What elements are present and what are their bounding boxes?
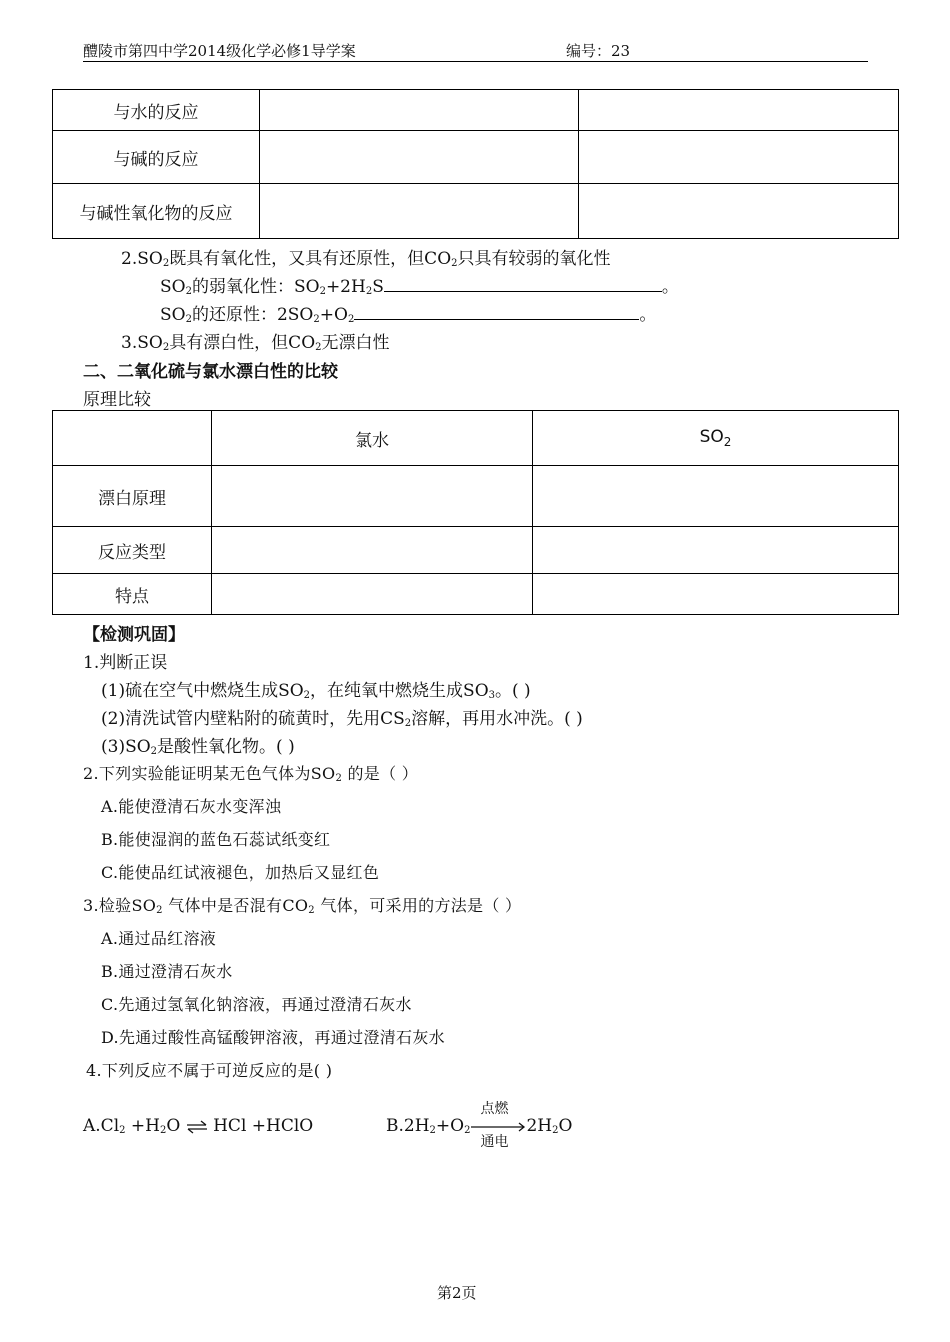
table-cell bbox=[212, 574, 533, 615]
oxidizing-equation: $SO_2$的弱氧化性：$SO_2+2H_2S$ 。 bbox=[160, 277, 679, 297]
table-cell bbox=[579, 90, 899, 131]
question-1-item-1: (1)硫在空气中燃烧生成$SO_2$，在纯氧中燃烧生成$SO_3$。( ) bbox=[101, 681, 531, 701]
table-cell bbox=[533, 527, 899, 574]
property-line-2: $2.SO_2$既具有氧化性，又具有还原性，但$CO_2$只具有较弱的氧化性 bbox=[121, 249, 611, 269]
row-label: 与水的反应 bbox=[53, 90, 260, 131]
col-header-so2: $SO_2$ bbox=[533, 411, 899, 466]
table-cell bbox=[579, 131, 899, 184]
question-2-option-c: C.能使品红试液褪色，加热后又显红色 bbox=[101, 863, 380, 882]
question-2-option-a: A.能使澄清石灰水变浑浊 bbox=[101, 797, 282, 816]
reaction-condition-arrow bbox=[470, 1100, 526, 1150]
header-number: 编号：23 bbox=[566, 42, 631, 60]
row-label: 与碱性氧化物的反应 bbox=[53, 184, 260, 239]
page-number: 第2页 bbox=[437, 1284, 477, 1302]
arrow-condition-top: 点燃 bbox=[480, 1100, 509, 1117]
question-4-option-b: $B.2H_2+O_2$ 点燃 通电 $2H_2O$ bbox=[386, 1116, 572, 1137]
row-label: 反应类型 bbox=[53, 527, 212, 574]
question-1-item-2: (2)清洗试管内壁粘附的硫黄时，先用$CS_2$溶解，再用水冲洗。( ) bbox=[101, 709, 583, 729]
question-3: 3.检验$SO_2$ 气体中是否混有$CO_2$ 气体，可采用的方法是（ ） bbox=[83, 896, 522, 916]
question-4-option-a: $A.Cl_2 +H_2O$ HCl +HClO bbox=[83, 1116, 314, 1136]
reversible-arrow-icon bbox=[186, 1120, 208, 1134]
table-cell bbox=[212, 527, 533, 574]
arrow-condition-bottom: 通电 bbox=[480, 1133, 509, 1150]
table-cell bbox=[53, 411, 212, 466]
question-2: 2.下列实验能证明某无色气体为$SO_2$ 的是（ ） bbox=[83, 764, 419, 784]
row-label: 漂白原理 bbox=[53, 466, 212, 527]
quiz-title: 【检测巩固】 bbox=[83, 625, 185, 645]
property-line-3: $3.SO_2$具有漂白性，但$CO_2$无漂白性 bbox=[121, 333, 390, 353]
col-header-chlorine: 氯水 bbox=[212, 411, 533, 466]
answer-blank[interactable] bbox=[384, 277, 662, 292]
question-3-option-c: C.先通过氢氧化钠溶液，再通过澄清石灰水 bbox=[101, 995, 412, 1014]
question-2-option-b: B.能使湿润的蓝色石蕊试纸变红 bbox=[101, 830, 331, 849]
table-cell bbox=[260, 131, 579, 184]
table-cell bbox=[212, 466, 533, 527]
row-label: 特点 bbox=[53, 574, 212, 615]
table-cell bbox=[533, 466, 899, 527]
table-cell bbox=[579, 184, 899, 239]
question-3-option-b: B.通过澄清石灰水 bbox=[101, 962, 233, 981]
row-label: 与碱的反应 bbox=[53, 131, 260, 184]
reaction-table bbox=[52, 89, 899, 239]
table-cell bbox=[260, 184, 579, 239]
table-cell bbox=[260, 90, 579, 131]
header-rule bbox=[83, 61, 868, 62]
question-1: 1.判断正误 bbox=[83, 653, 168, 673]
section-title: 二、二氧化硫与氯水漂白性的比较 bbox=[83, 362, 338, 382]
header-title: 醴陵市第四中学2014级化学必修1导学案 bbox=[83, 42, 356, 60]
table-cell bbox=[533, 574, 899, 615]
question-3-option-d: D.先通过酸性高锰酸钾溶液，再通过澄清石灰水 bbox=[101, 1028, 445, 1047]
section-subtitle: 原理比较 bbox=[83, 390, 151, 410]
bleaching-table bbox=[52, 410, 899, 615]
answer-blank[interactable] bbox=[354, 305, 639, 320]
reducing-equation: $SO_2$的还原性：$2SO_2+O_2$ 。 bbox=[160, 305, 657, 325]
question-1-item-3: $(3)SO_2$是酸性氧化物。( ) bbox=[101, 737, 295, 757]
question-3-option-a: A.通过品红溶液 bbox=[101, 929, 217, 948]
question-4: 4.下列反应不属于可逆反应的是( ) bbox=[86, 1061, 333, 1080]
